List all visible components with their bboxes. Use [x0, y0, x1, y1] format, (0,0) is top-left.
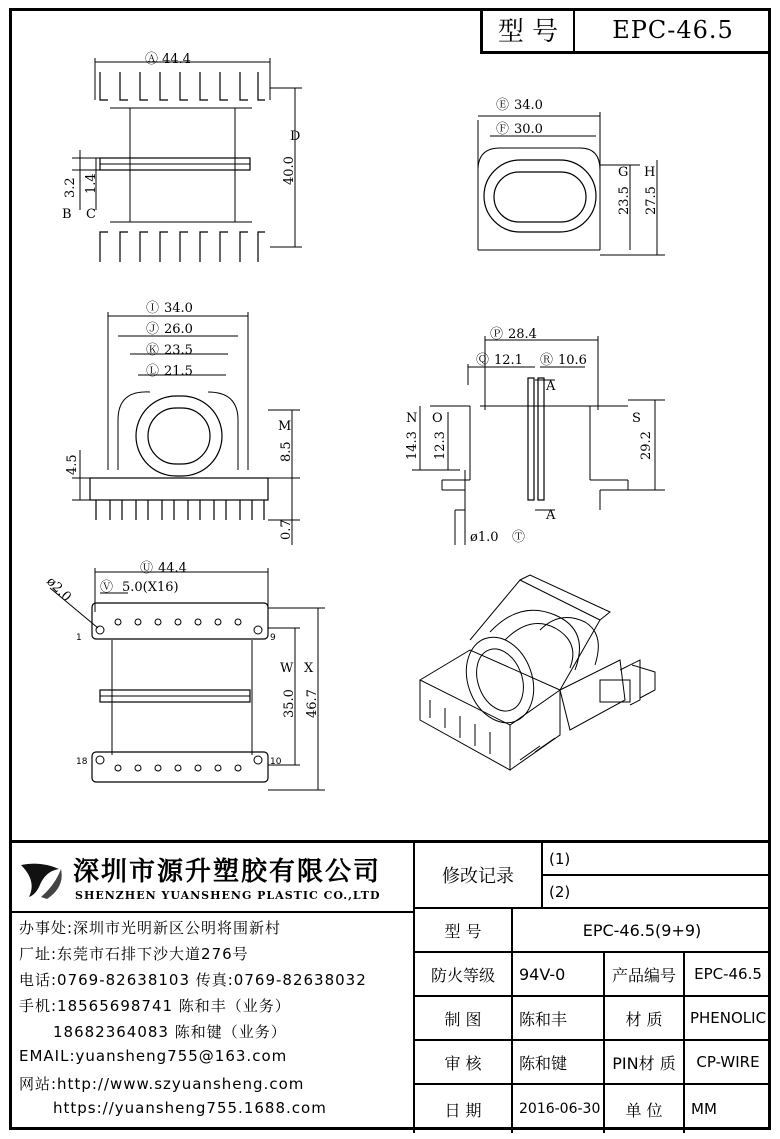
material-value: PHENOLIC [685, 997, 771, 1041]
dim-I-label: Ⓘ [146, 301, 160, 316]
date-label: 日 期 [415, 1085, 513, 1133]
dim-J-value: 26.0 [164, 322, 193, 337]
drafter-value: 陈和丰 [513, 997, 605, 1041]
view-section [412, 336, 665, 545]
pin-material-label: PIN材 质 [605, 1041, 685, 1085]
dim-F-value: 30.0 [514, 122, 543, 137]
dim-R-label: Ⓡ [540, 353, 554, 368]
dim-S-label: S [632, 411, 641, 426]
dim-O-value: 12.3 [433, 431, 448, 460]
dim-C-value: 1.4 [84, 173, 99, 194]
dim-left-value: 4.5 [65, 454, 80, 475]
pin-18-label: 18 [76, 757, 88, 767]
dim-T-label: Ⓣ [512, 530, 526, 545]
company-contact [9, 913, 415, 1133]
pin-material-value: CP-WIRE [685, 1041, 771, 1085]
dim-E-label: Ⓔ [496, 98, 510, 113]
spec-model-label: 型 号 [415, 909, 513, 953]
dim-M2-value: 0.7 [279, 519, 294, 540]
dim-R-value: 10.6 [558, 353, 587, 368]
dim-G-label: G [618, 165, 629, 180]
dim-Q-label: Ⓠ [476, 353, 490, 368]
dim-U-label: Ⓤ [140, 561, 154, 576]
dim-H-value: 27.5 [644, 186, 659, 215]
dim-P-label: Ⓟ [490, 327, 504, 342]
view-isometric [420, 575, 655, 770]
revision-label: 修改记录 [415, 843, 543, 909]
reviewer-value: 陈和键 [513, 1041, 605, 1085]
dim-O-label: O [432, 411, 443, 426]
dim-A-label: Ⓐ [145, 52, 159, 67]
dim-X-label: X [304, 661, 314, 676]
dim-E-value: 34.0 [514, 98, 543, 113]
dim-V-value: 5.0(X16) [122, 580, 179, 595]
reviewer-label: 审 核 [415, 1041, 513, 1085]
dim-N-value: 14.3 [405, 431, 420, 460]
spec-table [415, 843, 771, 1133]
website-1[interactable]: 网站:http://www.szyuansheng.com [19, 1075, 305, 1093]
dim-F-label: Ⓕ [496, 122, 510, 137]
dim-K-value: 23.5 [164, 343, 193, 358]
dim-W-label: W [280, 661, 294, 676]
dim-phi-value: ø2.0 [43, 574, 74, 605]
dim-W-value: 35.0 [282, 689, 297, 718]
section-a-bottom: A [546, 508, 556, 523]
section-a-top: A [546, 379, 556, 394]
dim-L-label: Ⓛ [146, 364, 160, 379]
fire-rating-label: 防火等级 [415, 953, 513, 997]
dim-T-value: ø1.0 [470, 530, 499, 545]
dim-S-value: 29.2 [639, 431, 654, 460]
dim-U-value: 44.4 [158, 561, 187, 576]
title-block [9, 840, 771, 1133]
product-no-value: EPC-46.5 [685, 953, 771, 997]
model-value: EPC-46.5 [612, 15, 734, 44]
dim-M-label: M [278, 419, 292, 434]
drafter-label: 制 图 [415, 997, 513, 1041]
dim-B-label: B [62, 207, 72, 222]
dim-L-value: 21.5 [164, 364, 193, 379]
dim-N-label: N [406, 411, 418, 426]
company-logo-icon [15, 851, 67, 903]
dim-C-label: C [86, 207, 96, 222]
dim-A-value: 44.4 [162, 52, 191, 67]
dim-P-value: 28.4 [508, 327, 537, 342]
dim-X-value: 46.7 [305, 689, 320, 718]
revision-1: (1) [543, 843, 771, 876]
date-value: 2016-06-30 [513, 1085, 605, 1133]
pin-1-label: 1 [76, 633, 82, 643]
revision-2: (2) [543, 876, 771, 909]
pin-9-label: 9 [270, 633, 276, 643]
factory-address: 厂址:东莞市石排下沙大道276号 [19, 945, 249, 963]
dim-G-value: 23.5 [617, 186, 632, 215]
dim-K-label: Ⓚ [146, 343, 160, 358]
unit-label: 单 位 [605, 1085, 685, 1133]
company-block [9, 843, 415, 913]
spec-model-value: EPC-46.5(9+9) [513, 909, 771, 953]
phone-fax: 电话:0769-82638103 传真:0769-82638032 [19, 971, 367, 989]
material-label: 材 质 [605, 997, 685, 1041]
dim-D-label: D [290, 129, 301, 144]
product-no-label: 产品编号 [605, 953, 685, 997]
top-pins-row [100, 72, 265, 100]
model-label: 型 号 [483, 8, 575, 51]
office-address: 办事处:深圳市光明新区公明将围新村 [19, 919, 282, 937]
unit-value: MM [691, 1100, 717, 1118]
view-front [72, 58, 302, 262]
dim-J-label: Ⓙ [146, 322, 160, 337]
dim-D-value: 40.0 [282, 156, 297, 185]
email: EMAIL:yuansheng755@163.com [19, 1047, 288, 1065]
mobile-2: 18682364083 陈和键（业务） [53, 1023, 287, 1041]
company-name-en: SHENZHEN YUANSHENG PLASTIC CO.,LTD [75, 889, 381, 902]
dim-Q-value: 12.1 [494, 353, 523, 368]
dim-V-label: Ⓥ [100, 580, 114, 595]
dim-H-label: H [644, 165, 656, 180]
mobile-1: 手机:18565698741 陈和丰（业务） [19, 997, 291, 1015]
view-bottom [50, 568, 325, 790]
dim-B-value: 3.2 [63, 177, 78, 198]
fire-rating-value: 94V-0 [513, 953, 605, 997]
dim-I-value: 34.0 [164, 301, 193, 316]
website-2[interactable]: https://yuansheng755.1688.com [53, 1099, 327, 1117]
company-name-cn: 深圳市源升塑胶有限公司 [73, 857, 382, 887]
dim-M-value: 8.5 [279, 441, 294, 462]
pin-10-label: 10 [270, 757, 282, 767]
